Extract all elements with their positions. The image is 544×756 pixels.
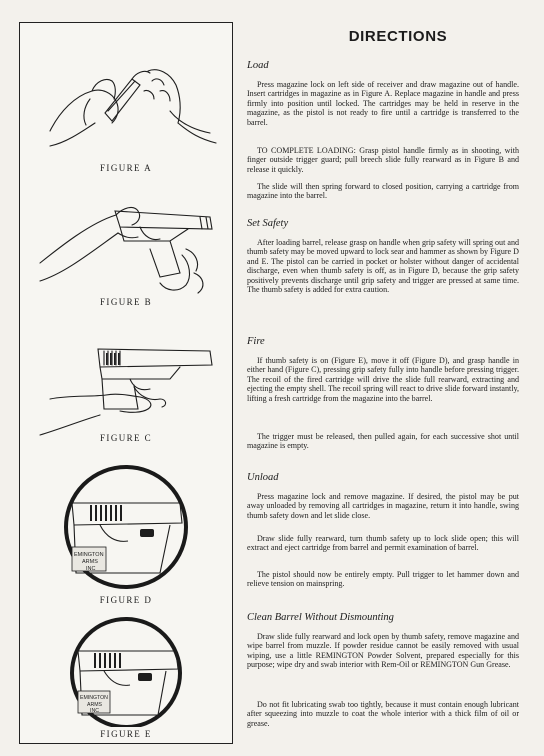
directions-column	[247, 28, 519, 728]
svg-text:ARMS: ARMS	[87, 702, 102, 708]
figure-e-caption: FIGURE E	[100, 729, 152, 739]
paragraph-unload-3: The pistol should now be entirely empty. Pull trigger to let hammer down and relieve tension on mainspring.	[247, 570, 519, 589]
figure-a-caption: FIGURE A	[100, 163, 152, 173]
paragraph-fire-2: The trigger must be released, then pulled again, for each successive shot until magazine is empty.	[247, 432, 519, 451]
figure-b-caption: FIGURE B	[100, 297, 152, 307]
section-heading-unload: Unload	[247, 472, 279, 483]
svg-text:EMINGTON: EMINGTON	[80, 695, 108, 701]
paragraph-load-2: TO COMPLETE LOADING: Grasp pistol handle firmly as in shooting, with finger outside trigger guard; pull breech slide fully rearward as in Figure B and release it quickly.	[247, 146, 519, 174]
svg-text:EMINGTON: EMINGTON	[74, 552, 104, 558]
paragraph-set-safety-1: After loading barrel, release grasp on handle when grip safety will spring out and thumb safety may be moved upward to lock sear and hammer as shown by Figure D and E. The pistol can be carried in pocket or holster without danger of accidental discharge, even when thumb safety is off, as in Figure D, because the grip safety positively prevents discharge until grip safety and trigger are pressed at same time. The thumb safety is added for extra caution.	[247, 238, 519, 295]
figure-c-caption: FIGURE C	[100, 433, 152, 443]
svg-text:ARMS: ARMS	[82, 559, 98, 565]
figure-c	[20, 339, 232, 459]
figure-d-caption: FIGURE D	[99, 595, 153, 605]
svg-text:INC: INC	[86, 566, 96, 572]
figure-a	[20, 51, 232, 181]
hand-pulling-slide-illustration	[20, 193, 232, 297]
safety-detail-circle-e-illustration	[20, 615, 232, 727]
pistol-in-hand-illustration	[20, 339, 232, 443]
paragraph-unload-2: Draw slide fully rearward, turn thumb safety up to lock slide open; this will extract and eject cartridge from barrel and permit examination of barrel.	[247, 534, 519, 553]
figure-panel	[19, 22, 233, 744]
figure-d	[20, 463, 232, 613]
svg-text:INC: INC	[90, 708, 99, 714]
figure-e	[20, 615, 232, 743]
paragraph-load-1: Press magazine lock on left side of receiver and draw magazine out of handle. Insert cartridges in magazine as in Figure A. Replace magazine in handle and press firmly into position until locked. The cartridges may be held in reserve in the magazine, as the pistol is not ready to fire until a cartridge is transferred to the barrel.	[247, 80, 519, 127]
figure-b	[20, 193, 232, 313]
paragraph-unload-1: Press magazine lock and remove magazine. If desired, the pistol may be put away unloaded by removing all cartridges in magazine, return it into handle, swing thumb safety down and let slide close.	[247, 492, 519, 520]
paragraph-load-3: The slide will then spring forward to closed position, carrying a cartridge from magazine into the barrel.	[247, 182, 519, 201]
paragraph-fire-1: If thumb safety is on (Figure E), move it off (Figure D), and grasp handle in either hand (Figure C), pressing grip safety fully into handle before pressing trigger. The recoil of the fired cartridge will drive the slide full rearward, extracting and ejecting the empty shell. The recoil spring will react to drive slide forward instantly, lifting a fresh cartridge from the magazine into the barrel.	[247, 356, 519, 403]
section-heading-fire: Fire	[247, 336, 265, 347]
paragraph-clean-barrel-1: Draw slide fully rearward and lock open by thumb safety, remove magazine and wipe barrel from muzzle. If powder residue cannot be easily removed with usual wiping, use a little REMINGTON Powder Solvent, prepared especially for this purpose; wipe dry and swab interior with Rem-Oil or REMINGTON Gun Grease.	[247, 632, 519, 670]
section-heading-clean-barrel: Clean Barrel Without Dismounting	[247, 612, 394, 623]
page-title: DIRECTIONS	[348, 28, 448, 45]
section-heading-set-safety: Set Safety	[247, 218, 289, 229]
section-heading-load: Load	[247, 60, 269, 71]
safety-detail-circle-d-illustration	[20, 463, 232, 593]
hands-loading-magazine-illustration	[20, 51, 232, 161]
paragraph-clean-barrel-2: Do not fit lubricating swab too tightly, because it must contain enough lubricant after squeezing into muzzle to coat the whole interior with a thick film of oil or grease.	[247, 700, 519, 728]
